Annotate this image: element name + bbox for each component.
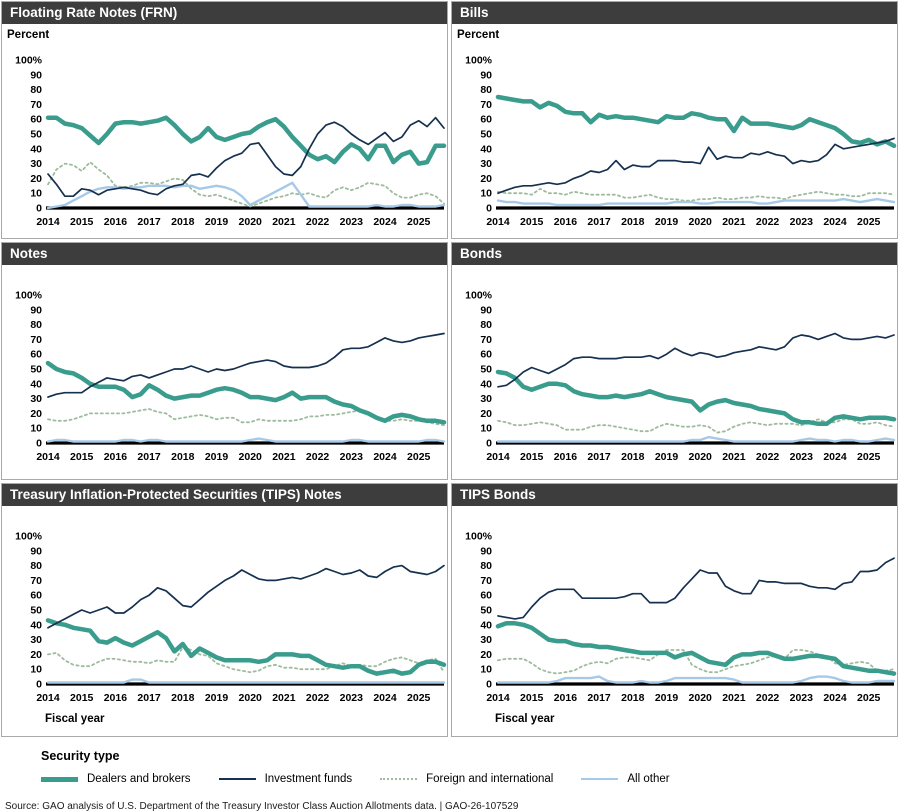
svg-text:2018: 2018 (171, 451, 195, 463)
legend-item-dealers (41, 773, 191, 785)
svg-text:50: 50 (30, 604, 42, 617)
svg-text:0: 0 (36, 202, 42, 215)
frn-chart (2, 24, 447, 239)
svg-text:100%: 100% (465, 289, 492, 302)
svg-text:80: 80 (480, 84, 492, 97)
svg-text:2019: 2019 (204, 692, 229, 704)
svg-text:40: 40 (30, 378, 42, 391)
source-note: Source: GAO analysis of U.S. Department of the Treasury Investor Class Auction Allotments data. | GAO-26-107529 (5, 801, 519, 812)
svg-text:2023: 2023 (339, 216, 363, 228)
svg-text:30: 30 (480, 158, 492, 171)
bills-chart (452, 24, 897, 239)
panel-grid (1, 1, 899, 737)
svg-text:10: 10 (480, 187, 492, 200)
svg-text:20: 20 (480, 407, 492, 420)
legend-title: Security type (41, 749, 120, 763)
dealers-line-icon (41, 777, 78, 782)
svg-text:2020: 2020 (238, 692, 262, 704)
panel-frn (1, 1, 448, 239)
svg-text:50: 50 (480, 604, 492, 617)
svg-text:2017: 2017 (587, 216, 611, 228)
svg-text:10: 10 (480, 422, 492, 435)
svg-text:20: 20 (480, 172, 492, 185)
svg-text:2014: 2014 (486, 216, 510, 228)
gao-six-panel-figure (1, 1, 899, 812)
svg-text:50: 50 (30, 128, 42, 141)
svg-text:2023: 2023 (789, 692, 813, 704)
legend-items-row (41, 773, 899, 785)
svg-text:10: 10 (480, 663, 492, 676)
svg-text:2015: 2015 (520, 216, 544, 228)
svg-text:Percent: Percent (457, 29, 500, 41)
legend (1, 737, 899, 785)
svg-text:Percent: Percent (7, 29, 50, 41)
svg-text:0: 0 (486, 678, 492, 691)
svg-text:2014: 2014 (486, 451, 510, 463)
svg-text:2024: 2024 (373, 216, 397, 228)
svg-text:50: 50 (30, 363, 42, 376)
svg-text:100%: 100% (465, 54, 492, 67)
svg-text:2022: 2022 (755, 692, 780, 704)
svg-text:2020: 2020 (238, 451, 262, 463)
svg-text:20: 20 (480, 648, 492, 661)
svg-text:2014: 2014 (36, 451, 60, 463)
svg-text:100%: 100% (15, 289, 42, 302)
svg-text:2014: 2014 (486, 692, 510, 704)
svg-text:2014: 2014 (36, 692, 60, 704)
svg-text:2021: 2021 (272, 692, 296, 704)
panel-title-tips-notes: Treasury Inflation-Protected Securities (TIPS) Notes (2, 484, 447, 506)
svg-text:2025: 2025 (407, 692, 431, 704)
svg-text:2018: 2018 (171, 216, 195, 228)
svg-text:90: 90 (480, 304, 492, 317)
svg-text:70: 70 (480, 574, 492, 587)
svg-text:2020: 2020 (688, 451, 712, 463)
legend-item-investment-funds (219, 773, 353, 785)
svg-text:2021: 2021 (722, 692, 746, 704)
svg-text:70: 70 (30, 574, 42, 587)
svg-text:2016: 2016 (553, 692, 578, 704)
panel-title-tips-bonds: TIPS Bonds (452, 484, 897, 506)
svg-text:2017: 2017 (587, 692, 611, 704)
svg-text:2022: 2022 (305, 692, 330, 704)
legend-label-all-other: All other (627, 773, 670, 785)
tips-notes-chart (2, 506, 447, 737)
panel-tips-bonds (451, 483, 898, 737)
svg-text:80: 80 (30, 84, 42, 97)
investment-funds-line-icon (219, 778, 256, 780)
svg-text:2022: 2022 (755, 451, 780, 463)
svg-text:2024: 2024 (823, 451, 847, 463)
svg-text:2018: 2018 (621, 451, 645, 463)
svg-text:40: 40 (30, 619, 42, 632)
svg-text:2015: 2015 (520, 451, 544, 463)
svg-text:2016: 2016 (103, 692, 128, 704)
svg-text:Fiscal year: Fiscal year (495, 713, 555, 725)
legend-label-investment-funds: Investment funds (264, 773, 353, 785)
svg-text:20: 20 (30, 172, 42, 185)
svg-text:2020: 2020 (688, 216, 712, 228)
svg-text:60: 60 (480, 589, 492, 602)
svg-text:2019: 2019 (204, 216, 229, 228)
svg-text:2022: 2022 (305, 216, 330, 228)
svg-text:2018: 2018 (621, 216, 645, 228)
svg-text:2016: 2016 (553, 216, 578, 228)
svg-text:60: 60 (30, 113, 42, 126)
svg-text:2025: 2025 (407, 216, 431, 228)
svg-text:2017: 2017 (137, 692, 161, 704)
svg-text:30: 30 (480, 393, 492, 406)
svg-text:90: 90 (480, 69, 492, 82)
svg-text:2015: 2015 (70, 216, 94, 228)
svg-text:30: 30 (480, 634, 492, 647)
svg-text:0: 0 (486, 437, 492, 450)
svg-text:20: 20 (30, 407, 42, 420)
svg-text:2024: 2024 (823, 692, 847, 704)
svg-text:2020: 2020 (238, 216, 262, 228)
svg-text:2017: 2017 (587, 451, 611, 463)
svg-text:40: 40 (30, 143, 42, 156)
all-other-line-icon (581, 778, 618, 781)
svg-text:2020: 2020 (688, 692, 712, 704)
svg-text:0: 0 (486, 202, 492, 215)
svg-text:2015: 2015 (70, 692, 94, 704)
svg-text:80: 80 (480, 560, 492, 573)
svg-text:80: 80 (30, 319, 42, 332)
svg-text:90: 90 (30, 545, 42, 558)
svg-text:60: 60 (480, 113, 492, 126)
svg-text:60: 60 (30, 348, 42, 361)
svg-text:2015: 2015 (520, 692, 544, 704)
legend-item-all-other (581, 773, 669, 785)
svg-text:80: 80 (30, 560, 42, 573)
svg-text:2019: 2019 (654, 216, 679, 228)
svg-text:2016: 2016 (103, 216, 128, 228)
svg-text:2023: 2023 (339, 451, 363, 463)
svg-text:10: 10 (30, 187, 42, 200)
svg-text:100%: 100% (15, 530, 42, 543)
svg-text:2017: 2017 (137, 451, 161, 463)
svg-text:100%: 100% (465, 530, 492, 543)
svg-text:70: 70 (480, 333, 492, 346)
svg-text:2015: 2015 (70, 451, 94, 463)
svg-text:2025: 2025 (857, 451, 881, 463)
svg-text:2017: 2017 (137, 216, 161, 228)
notes-chart (2, 265, 447, 480)
svg-text:2019: 2019 (654, 692, 679, 704)
svg-text:2025: 2025 (407, 451, 431, 463)
panel-bills (451, 1, 898, 239)
svg-text:30: 30 (30, 634, 42, 647)
svg-text:0: 0 (36, 678, 42, 691)
svg-text:2021: 2021 (722, 216, 746, 228)
panel-title-notes: Notes (2, 243, 447, 265)
svg-text:Fiscal year: Fiscal year (45, 713, 105, 725)
svg-text:70: 70 (480, 98, 492, 111)
svg-text:70: 70 (30, 98, 42, 111)
svg-text:2021: 2021 (272, 451, 296, 463)
panel-bonds (451, 242, 898, 480)
svg-text:20: 20 (30, 648, 42, 661)
svg-text:2018: 2018 (621, 692, 645, 704)
tips-bonds-chart (452, 506, 897, 737)
svg-text:2021: 2021 (272, 216, 296, 228)
svg-text:70: 70 (30, 333, 42, 346)
svg-text:2024: 2024 (823, 216, 847, 228)
svg-text:2022: 2022 (305, 451, 330, 463)
svg-text:2014: 2014 (36, 216, 60, 228)
svg-text:30: 30 (30, 158, 42, 171)
svg-text:50: 50 (480, 363, 492, 376)
panel-title-frn: Floating Rate Notes (FRN) (2, 2, 447, 24)
panel-tips-notes (1, 483, 448, 737)
svg-text:90: 90 (30, 69, 42, 82)
svg-text:60: 60 (480, 348, 492, 361)
svg-text:2025: 2025 (857, 216, 881, 228)
svg-text:2023: 2023 (339, 692, 363, 704)
svg-text:80: 80 (480, 319, 492, 332)
svg-text:40: 40 (480, 378, 492, 391)
svg-text:2018: 2018 (171, 692, 195, 704)
svg-text:40: 40 (480, 143, 492, 156)
svg-text:2019: 2019 (654, 451, 679, 463)
svg-text:90: 90 (30, 304, 42, 317)
svg-text:2025: 2025 (857, 692, 881, 704)
foreign-dotted-line-icon (380, 778, 417, 780)
svg-text:60: 60 (30, 589, 42, 602)
svg-text:2023: 2023 (789, 451, 813, 463)
svg-text:2016: 2016 (553, 451, 578, 463)
legend-label-dealers: Dealers and brokers (87, 773, 191, 785)
legend-item-foreign (380, 773, 553, 785)
legend-label-foreign: Foreign and international (426, 773, 554, 785)
panel-notes (1, 242, 448, 480)
svg-text:2024: 2024 (373, 692, 397, 704)
svg-text:2016: 2016 (103, 451, 128, 463)
bonds-chart (452, 265, 897, 480)
svg-text:2023: 2023 (789, 216, 813, 228)
svg-text:10: 10 (30, 422, 42, 435)
svg-text:2021: 2021 (722, 451, 746, 463)
svg-text:2024: 2024 (373, 451, 397, 463)
svg-text:40: 40 (480, 619, 492, 632)
svg-text:2022: 2022 (755, 216, 780, 228)
svg-text:0: 0 (36, 437, 42, 450)
svg-text:100%: 100% (15, 54, 42, 67)
svg-text:90: 90 (480, 545, 492, 558)
svg-text:10: 10 (30, 663, 42, 676)
svg-text:50: 50 (480, 128, 492, 141)
svg-text:30: 30 (30, 393, 42, 406)
panel-title-bonds: Bonds (452, 243, 897, 265)
svg-text:2019: 2019 (204, 451, 229, 463)
panel-title-bills: Bills (452, 2, 897, 24)
